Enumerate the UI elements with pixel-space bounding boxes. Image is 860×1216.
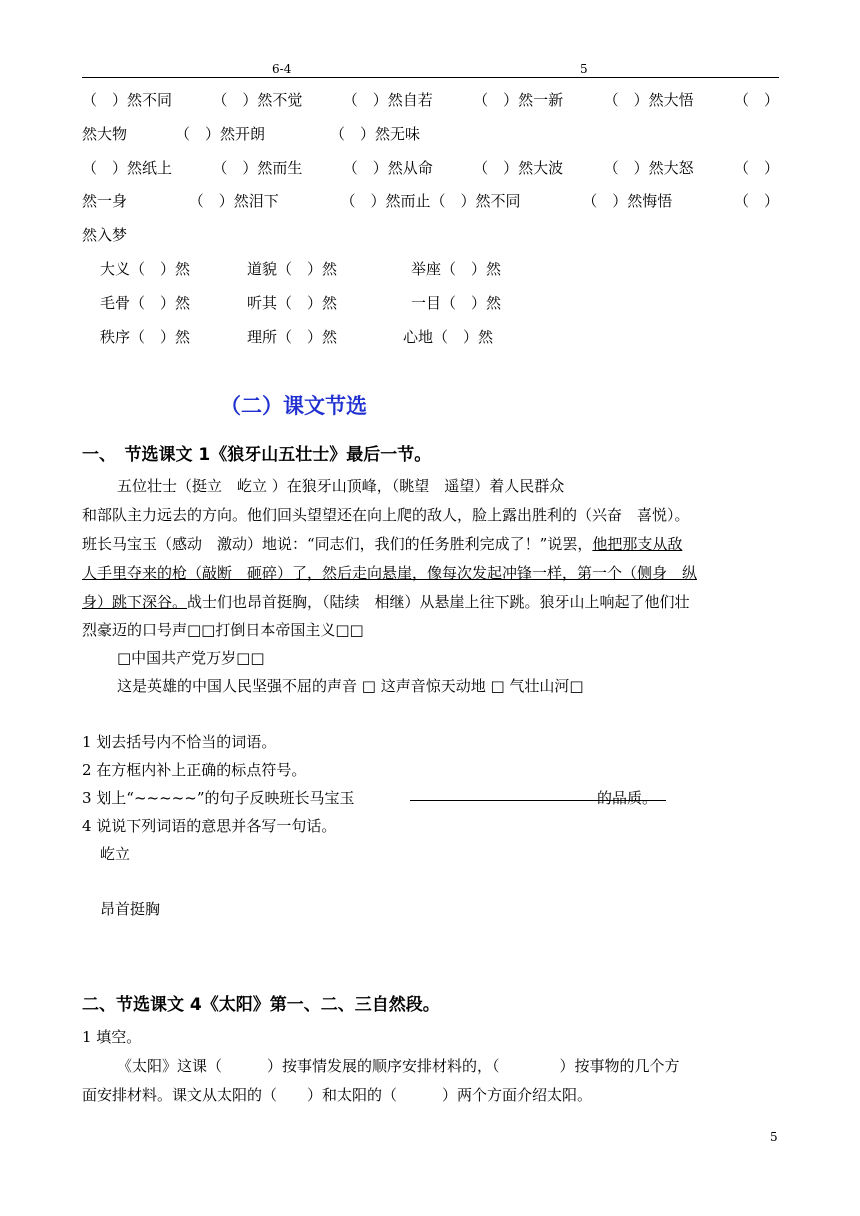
question-1: 1 划去括号内不恰当的词语。: [82, 733, 277, 751]
exercise-row-3: [82, 158, 779, 178]
blank-item: （ ）然泪下: [188, 192, 279, 210]
blank-item: （ ）然大悟: [603, 91, 694, 109]
grid-item: 举座（ ）然: [411, 260, 502, 278]
blank-item: （ ）然自若: [342, 91, 433, 109]
grid-item: 听其（ ）然: [247, 294, 338, 312]
blank-item: 然大物: [82, 125, 128, 143]
question-3-end: 的品质。: [597, 789, 658, 807]
blank-item: （ ）然纸上: [82, 159, 173, 177]
blank-item: （ ）: [733, 192, 779, 210]
passage-text: 战士们也昂首挺胸，（陆续 相继）从悬崖上往下跳。狼牙山上响起了他们壮: [187, 593, 690, 611]
fill-line: 《太阳》这课（ ）按事情发展的顺序安排材料的，（ ）按事物的几个方: [117, 1057, 680, 1075]
part2-heading: 二、节选课文 4《太阳》第一、二、三自然段。: [82, 995, 440, 1015]
blank-item: （ ）然大怒: [603, 159, 694, 177]
exercise-row-4: [82, 191, 779, 211]
passage-line: 和部队主力远去的方向。他们回头望望还在向上爬的敌人，脸上露出胜利的（兴奋 喜悦）。: [82, 506, 690, 524]
header-page: 5: [580, 62, 588, 76]
blank-item: （ ）然而止（ ）然不同: [340, 192, 521, 210]
blank-item: （ ）然大波: [473, 159, 564, 177]
question-4: 4 说说下列词语的意思并各写一句话。: [82, 817, 337, 835]
underlined-sentence: 身）跳下深谷。: [82, 593, 188, 611]
fill-line: 面安排材料。课文从太阳的（ ）和太阳的（ ）两个方面介绍太阳。: [82, 1086, 593, 1104]
underlined-sentence: 他把那支从敌: [592, 535, 683, 553]
grid-item: 理所（ ）然: [247, 328, 338, 346]
blank-item: 然一身: [82, 192, 128, 210]
passage-line: [82, 592, 690, 612]
blank-item: （ ）然不同: [82, 91, 173, 109]
passage-line: □中国共产党万岁□□: [117, 649, 265, 667]
grid-item: 一目（ ）然: [411, 294, 502, 312]
blank-item: （ ）然悔悟: [582, 192, 673, 210]
blank-item: （ ）然一新: [473, 91, 564, 109]
page-number: 5: [770, 1130, 778, 1144]
blank-item: （ ）: [733, 91, 779, 109]
vocab-word: 昂首挺胸: [100, 900, 161, 918]
grid-item: 道貌（ ）然: [247, 260, 338, 278]
grid-item: 毛骨（ ）然: [100, 294, 191, 312]
grid-item: 心地（ ）然: [403, 328, 494, 346]
header-left: 6-4: [272, 62, 292, 76]
grid-item: 秩序（ ）然: [100, 328, 191, 346]
section-title: （二）课文节选: [220, 394, 367, 418]
blank-item: （ ）然不觉: [212, 91, 303, 109]
blank-item: （ ）然从命: [342, 159, 433, 177]
vocab-word: 屹立: [100, 845, 131, 863]
question-1: 1 填空。: [82, 1028, 142, 1046]
exercise-row-1: [82, 90, 779, 110]
passage-line: 烈豪迈的口号声□□打倒日本帝国主义□□: [82, 621, 364, 639]
underlined-sentence: 人手里夺来的枪（敲断 砸碎）了，然后走向悬崖，像每次发起冲锋一样，第一个（侧身 纵: [82, 564, 698, 582]
part1-heading: 一、 节选课文 1《狼牙山五壮士》最后一节。: [82, 445, 432, 465]
blank-item: （ ）: [733, 159, 779, 177]
passage-text: 班长马宝玉（感动 激动）地说：“同志们，我们的任务胜利完成了！”说罢，: [82, 535, 593, 553]
blank-item: 然入梦: [82, 226, 128, 244]
blank-item: （ ）然而生: [212, 159, 303, 177]
question-2: 2 在方框内补上正确的标点符号。: [82, 761, 307, 779]
passage-line: [82, 534, 682, 554]
grid-item: 大义（ ）然: [100, 260, 191, 278]
question-3: 3 划上“~~~~~”的句子反映班长马宝玉: [82, 789, 355, 807]
passage-line: 这是英雄的中国人民坚强不屈的声音 □ 这声音惊天动地 □ 气壮山河□: [117, 677, 584, 695]
passage-line: 五位壮士（挺立 屹立 ）在狼牙山顶峰，（眺望 遥望）着人民群众: [117, 477, 565, 495]
header-rule: [82, 77, 779, 78]
blank-item: （ ）然开朗: [175, 125, 266, 143]
blank-item: （ ）然无味: [330, 125, 421, 143]
